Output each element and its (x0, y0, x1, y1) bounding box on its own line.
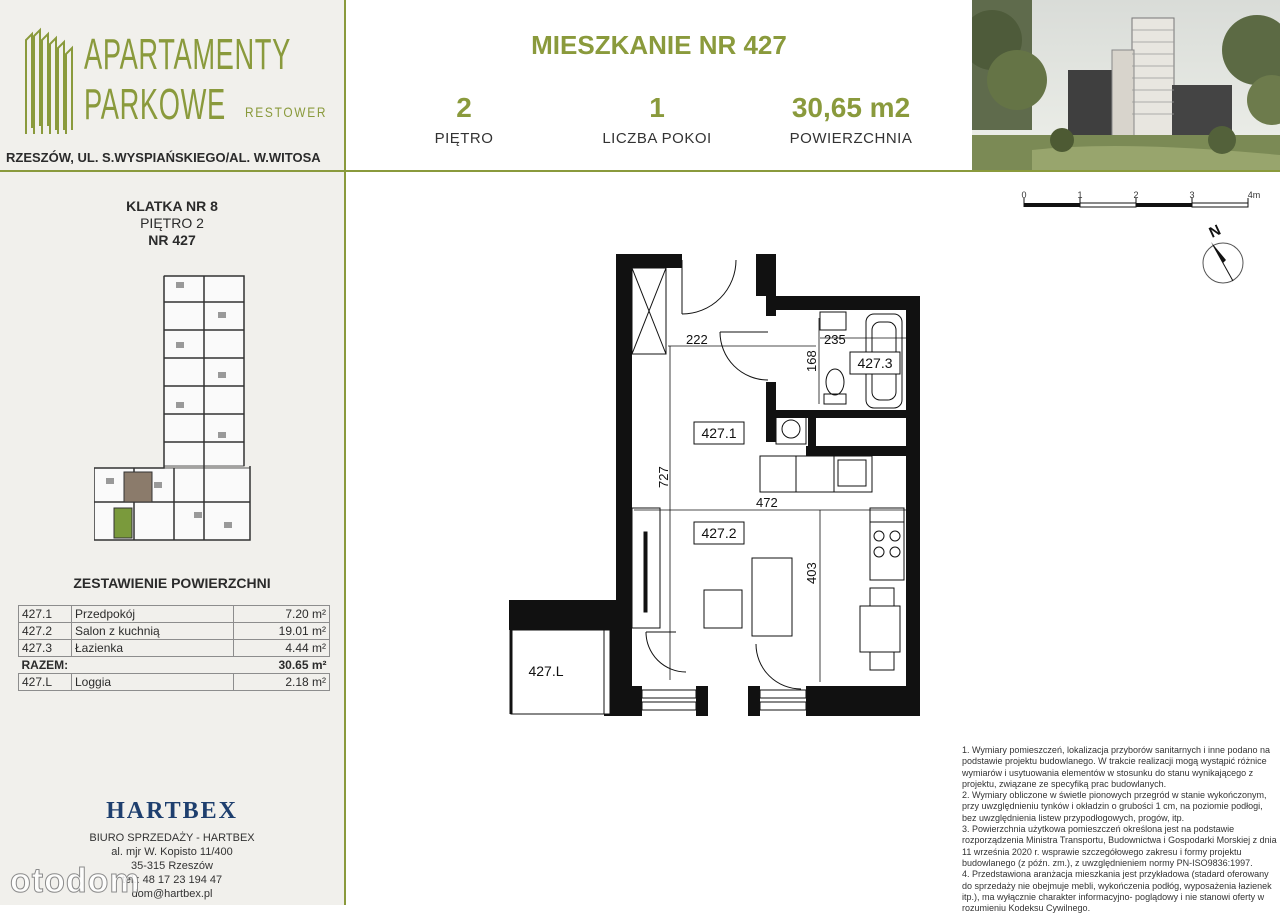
dimension-label: 403 (804, 562, 819, 584)
area-table-title: ZESTAWIENIE POWIERZCHNI (73, 575, 271, 591)
total-row (19, 657, 330, 674)
stat-area (751, 92, 951, 147)
table-row (19, 674, 330, 691)
room-id: 427.3 (19, 640, 72, 657)
notes (962, 745, 1278, 914)
room-id: 427.1 (19, 606, 72, 623)
dimension-label: 727 (656, 466, 671, 488)
note-item: 2. Wymiary obliczone w świetle pionowych przegród w stanie wykończonym, przy uwzględnieniu tynków i okładzin o grubości 1 cm, na poziomie podłogi, bez uwzględnienia listew przypodłogowych, progów, itp. (962, 790, 1267, 823)
room-label-loggia: 427.L (528, 663, 564, 679)
floor-plan (346, 172, 1280, 732)
apartment-title: MIESZKANIE NR 427 (531, 30, 787, 60)
stat-rooms (557, 92, 757, 147)
stat-label: PIĘTRO (434, 130, 494, 147)
scale-label: 3 (1189, 190, 1195, 200)
loggia (511, 630, 610, 714)
scale-label: 0 (1021, 190, 1027, 200)
room-area: 4.44 m² (234, 640, 330, 657)
dimension-label: 472 (756, 495, 778, 510)
north-label: N (1206, 221, 1224, 242)
note-item: 1. Wymiary pomieszczeń, lokalizacja przyborów sanitarnych i inne podano na podstawie projektu budowlanego. W trakcie realizacji mogą wystąpić różnice wymiarów i usytuowania elementów w stosunku do stanu wynikającego z projektu, związane ze specyfiką prac budowlanych. (962, 745, 1271, 789)
scale-label: 4m (1247, 190, 1261, 200)
table-row (19, 623, 330, 640)
otodom-watermark: otodom (10, 862, 141, 900)
dimension-label: 235 (824, 332, 846, 347)
building-render-image (972, 0, 1280, 170)
dimension-labels (656, 332, 846, 584)
total-label: RAZEM: (19, 657, 234, 674)
table-row (19, 640, 330, 657)
hartbex-logo: HARTBEX (106, 798, 238, 824)
stat-floor (364, 92, 564, 147)
room-name: Loggia (72, 674, 234, 691)
furniture (646, 558, 900, 689)
office-line: tel.: 48 17 23 194 47 (121, 874, 223, 886)
address: RZESZÓW, UL. S.WYSPIAŃSKIEGO/AL. W.WITOSA (6, 150, 321, 165)
stat-value: 1 (649, 92, 665, 123)
stat-value: 30,65 m2 (791, 92, 911, 123)
office-line: al. mjr W. Kopisto 11/400 (111, 846, 233, 858)
brand-block (0, 0, 344, 172)
stat-label: POWIERZCHNIA (789, 130, 913, 147)
room-area: 7.20 m² (234, 606, 330, 623)
room-area: 19.01 m² (234, 623, 330, 640)
dimension-label: 168 (804, 350, 819, 372)
office-line: BIURO SPRZEDAŻY - HARTBEX (89, 832, 255, 844)
building-key-plan (94, 272, 252, 544)
brand-logo-icon (22, 26, 78, 136)
room-area: 2.18 m² (234, 674, 330, 691)
klatka-floor: PIĘTRO 2 (140, 215, 204, 231)
room-name: Przedpokój (72, 606, 234, 623)
stat-value: 2 (456, 92, 472, 123)
room-label-hall: 427.1 (701, 425, 737, 441)
room-name: Salon z kuchnią (72, 623, 234, 640)
brand-title-line1: APARTAMENTY (84, 30, 291, 79)
stat-label: LICZBA POKOI (602, 130, 712, 147)
room-id: 427.2 (19, 623, 72, 640)
room-name: Łazienka (72, 640, 234, 657)
note-item: 3. Powierzchnia użytkowa pomieszczeń określona jest na podstawie rozporządzenia Ministra Transportu, Budownictwa i Gospodarki Morskiej z dnia 11 września 2020 r. wsprawie szczegółowego zakresu i formy projektu budowlanego (z późn. zm.), z uwzględnieniem normy PN-ISO9836:1997. (962, 824, 1277, 868)
office-line: dom@hartbex.pl (131, 888, 213, 900)
room-label-bathroom: 427.3 (857, 355, 893, 371)
room-label-living: 427.2 (701, 525, 737, 541)
scale-label: 2 (1133, 190, 1139, 200)
kitchen-counter (760, 456, 904, 580)
brand-subtitle: RESTOWER (245, 104, 328, 120)
klatka-number: KLATKA NR 8 (126, 198, 218, 214)
total-area: 30.65 m² (234, 657, 330, 674)
highlighted-unit (114, 508, 132, 538)
note-item: 4. Przedstawiona aranżacja mieszkania jest przykładowa (stadard oferowany do sprzedaży nie obejmuje mebli, wykończenia podłóg, wyposażenia łazienek itp.), ma wyłącznie charakter informacyjno- poglądowy i nie stanowi oferty w rozumieniu Kodeksu Cywilnego. (962, 869, 1272, 914)
office-line: 35-315 Rzeszów (131, 860, 213, 872)
sidebar (0, 0, 346, 905)
area-table (18, 605, 330, 691)
dimension-label: 222 (686, 332, 708, 347)
room-id: 427.L (19, 674, 72, 691)
north-arrow-icon (1203, 222, 1243, 283)
scale-label: 1 (1077, 190, 1083, 200)
klatka-unit: NR 427 (148, 232, 196, 248)
brand-title-line2: PARKOWE (84, 80, 226, 129)
table-row (19, 606, 330, 623)
header (346, 0, 972, 170)
scale-bar (1021, 190, 1260, 207)
